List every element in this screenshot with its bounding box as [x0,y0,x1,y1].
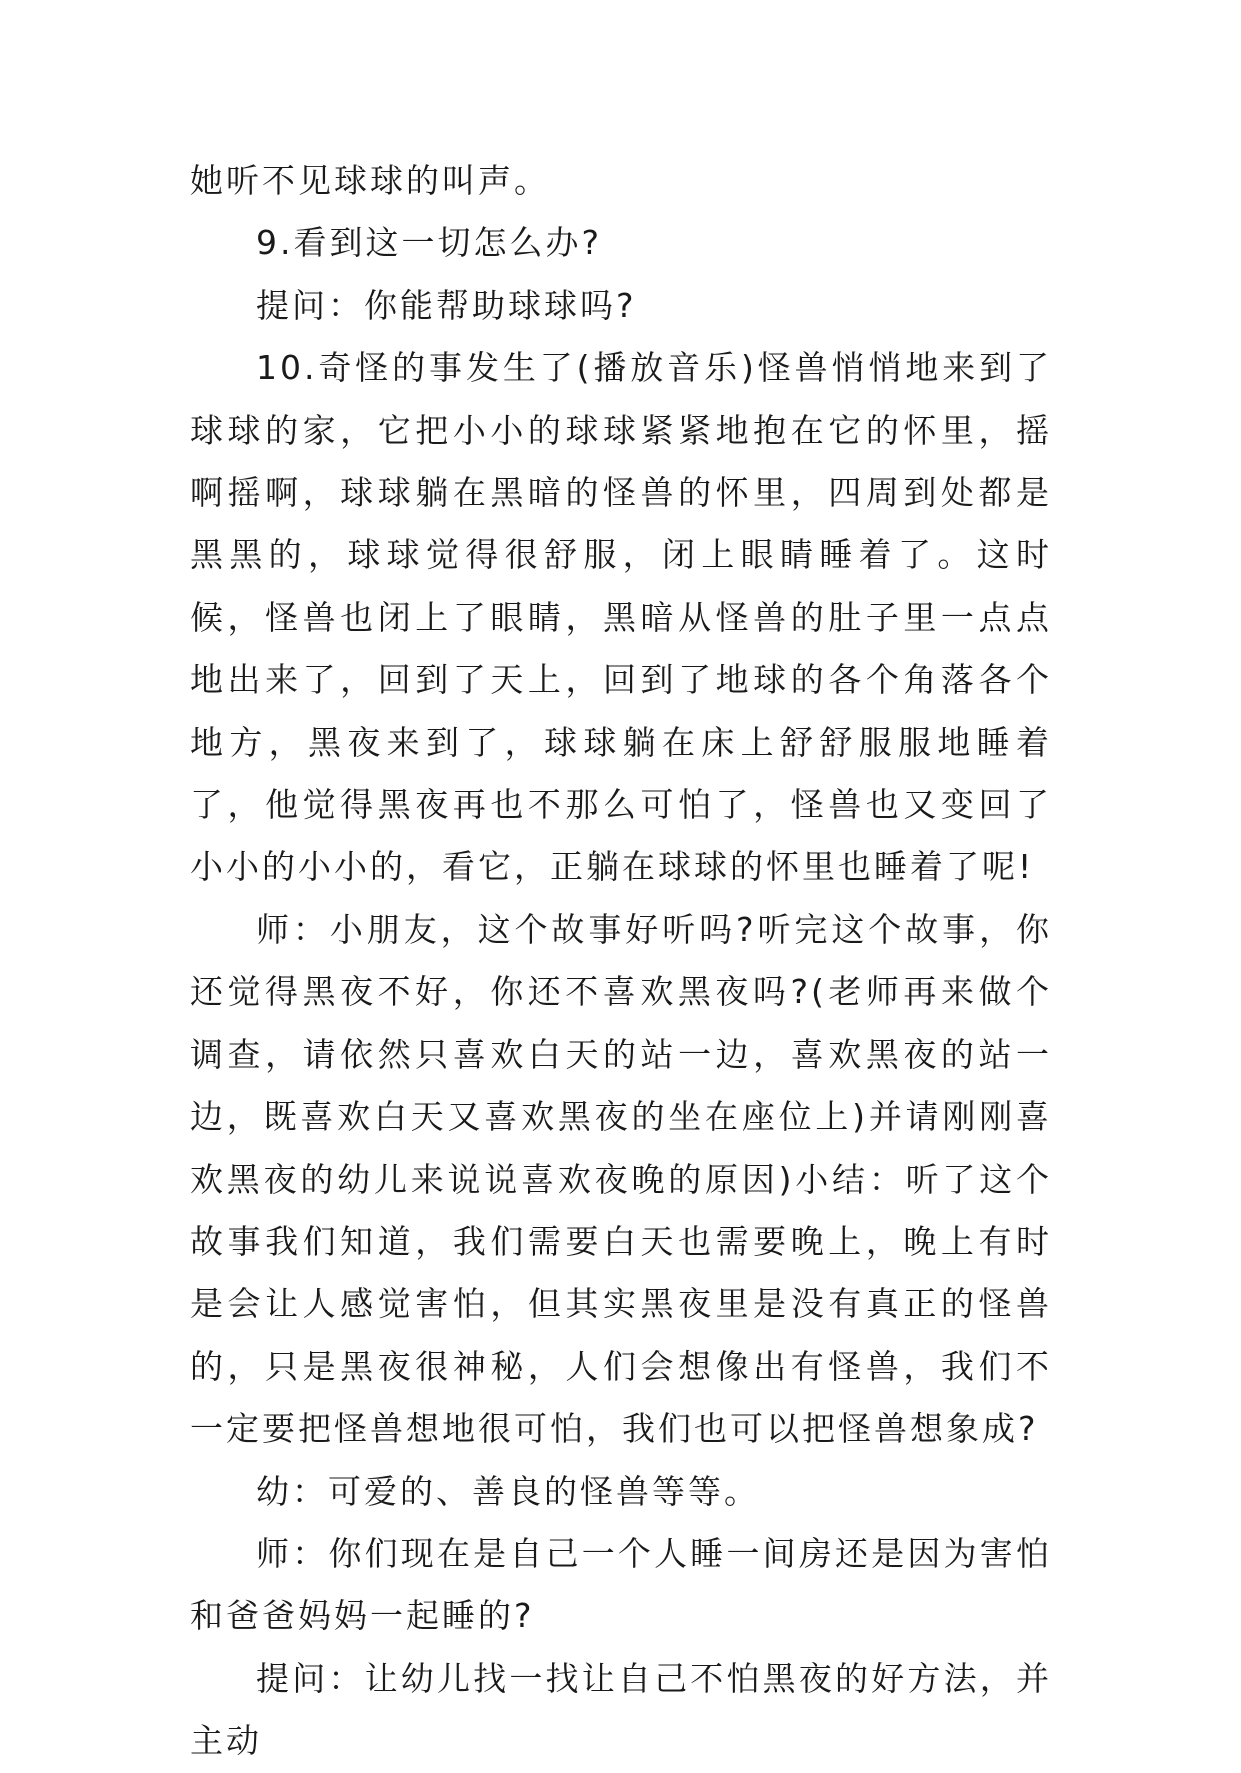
document-body [190,150,1052,1773]
paragraph-teacher-summary: 师：小朋友，这个故事好听吗?听完这个故事，你还觉得黑夜不好，你还不喜欢黑夜吗?(老师再来做个调查，请依然只喜欢白天的站一边，喜欢黑夜的站一边，既喜欢白天又喜欢黑夜的坐在座位上)并请刚刚喜欢黑夜的幼儿来说说喜欢夜晚的原因)小结：听了这个故事我们知道，我们需要白天也需要晚上，晚上有时是会让人感觉害怕，但其实黑夜里是没有真正的怪兽的，只是黑夜很神秘，人们会想像出有怪兽，我们不一定要把怪兽想地很可怕，我们也可以把怪兽想象成? [190,909,1052,1449]
paragraph-question-methods: 提问：让幼儿找一找让自己不怕黑夜的好方法，并主动 [190,1658,1052,1761]
paragraph-question-help: 提问：你能帮助球球吗? [256,285,637,325]
paragraph-step-9: 9.看到这一切怎么办? [256,223,603,263]
paragraph-teacher-question: 师：你们现在是自己一个人睡一间房还是因为害怕和爸爸妈妈一起睡的? [190,1533,1052,1636]
paragraph-continuation: 她听不见球球的叫声。 [190,161,550,200]
paragraph-step-10: 10.奇怪的事发生了(播放音乐)怪兽悄悄地来到了球球的家，它把小小的球球紧紧地抱在它的怀里，摇啊摇啊，球球躺在黑暗的怪兽的怀里，四周到处都是黑黑的，球球觉得很舒服，闭上眼睛睡着了。这时候，怪兽也闭上了眼睛，黑暗从怪兽的肚子里一点点地出来了，回到了天上，回到了地球的各个角落各个地方，黑夜来到了，球球躺在床上舒舒服服地睡着了，他觉得黑夜再也不那么可怕了，怪兽也又变回了小小的小小的，看它，正躺在球球的怀里也睡着了呢! [190,348,1052,887]
paragraph-child-answer: 幼：可爱的、善良的怪兽等等。 [256,1471,760,1511]
